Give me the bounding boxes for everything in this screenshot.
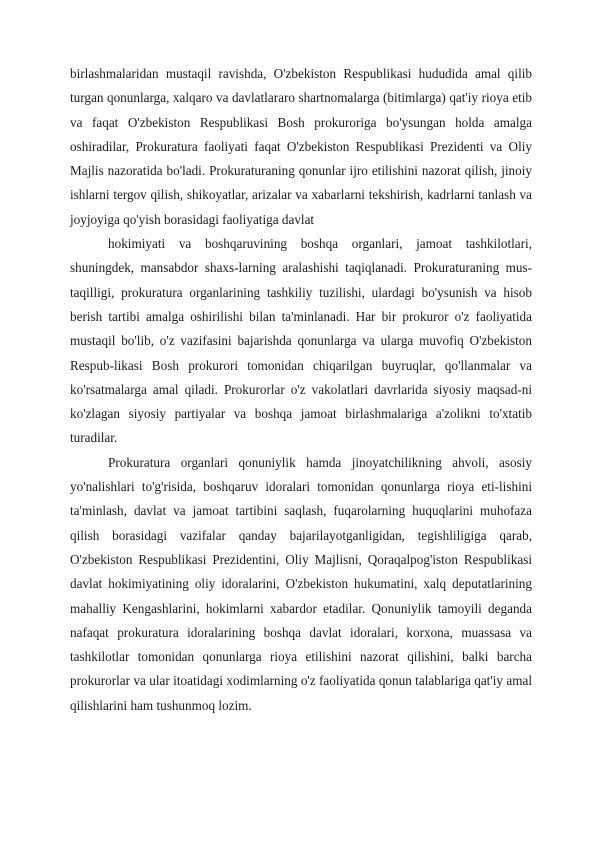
paragraph-3: Prokuratura organlari qonuniylik hamda jinoyatchilikning ahvoli, asosiy yo'nalishlari to'g'risida, boshqaruv idoralari tomonidan qonunlarga rioya eti-lishini ta'minlash, davlat va jamoat tartibini saqlash, fuqarolarning huquqlarini muhofaza qilish borasidagi vazifalar qanday bajarilayotganligidan, tegishliligiga qarab, O'zbekiston Respublikasi Prezidentini, Oliy Majlisni, Qoraqalpog'iston Respublikasi davlat hokimiyatining oliy idoralarini, O'zbekiston hukumatini, xalq deputatlarining mahalliy Kengashlarini, hokimlarni xabardor etadilar. Qonuniylik tamoyili deganda nafaqat prokuratura idoralarining boshqa davlat idoralari, korxona, muassasa va tashkilotlar tomonidan qonunlarga rioya etilishini nazorat qilishini, balki barcha prokurorlar va ular itoatidagi xodimlarning o'z faoliyatida qonun talablariga qat'iy amal qilishlarini ham tushunmoq lozim. <box>70 454 532 713</box>
paragraph-1: birlashmalaridan mustaqil ravishda, O'zbekiston Respublikasi hududida amal qilib turgan qonunlarga, xalqaro va davlatlararo shartnomalarga (bitimlarga) qat'iy rioya etib va faqat O'zbekiston Respublikasi Bosh prokuroriga bo'ysungan holda amalga oshiradilar, Prokuratura faoliyati faqat O'zbekiston Respublikasi Prezidenti va Oliy Majlis nazoratida bo'ladi. Prokuraturaning qonunlar ijro etilishini nazorat qilish, jinoiy ishlarni tergov qilish, shikoyatlar, arizalar va xabarlarni tekshirish, kadrlarni tanlash va joyjoyiga qo'yish borasidagi faoliyatiga davlat <box>70 66 532 227</box>
document-body <box>70 62 532 718</box>
paragraph-2: hokimiyati va boshqaruvining boshqa organlari, jamoat tashkilotlari, shuningdek, mansabdor shaxs-larning aralashishi taqiqlanadi. Prokuraturaning mus-taqilligi, prokuratura organlarining tashkiliy tuzilishi, ulardagi bo'ysunish va hisob berish tartibi amalga oshirilishi bilan ta'minlanadi. Har bir prokuror o'z faoliyatida mustaqil bo'lib, o'z vazifasini bajarishda qonunlarga va ularga muvofiq O'zbekiston Respub-likasi Bosh prokurori tomonidan chiqarilgan buyruqlar, qo'llanmalar va ko'rsatmalarga amal qiladi. Prokurorlar o'z vakolatlari davrlarida siyosiy maqsad-ni ko'zlagan siyosiy partiyalar va boshqa jamoat birlashmalariga a'zolikni to'xtatib turadilar. <box>70 236 532 446</box>
